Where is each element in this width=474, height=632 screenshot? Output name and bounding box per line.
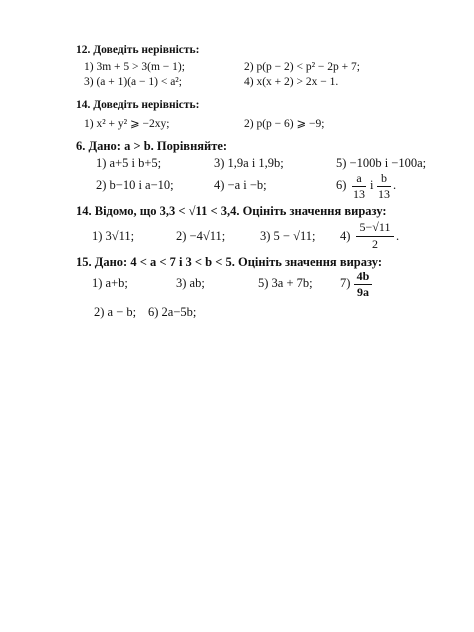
fraction-numerator: b [381,171,387,185]
task-6-item-5: 5) −100b і −100a; [336,156,427,170]
task-title: Доведіть нерівність: [93,44,200,56]
task-number: 14. [76,204,92,218]
task-6-item-1: 1) a+5 і b+5; [96,156,162,170]
task-number: 6. [76,139,86,153]
task-14b-item-4-end: . [396,229,400,243]
task-12-heading [76,44,199,56]
task-14b-item-4-label: 4) [340,229,351,243]
fraction-denominator: 2 [372,237,378,251]
task-6-item-6-and: і [370,178,374,192]
task-12-item-1: 1) 3m + 5 > 3(m − 1); [84,61,185,73]
fraction-numerator: 4b [356,269,370,283]
task-14a-heading [76,99,199,111]
task-15-item-3: 3) ab; [176,276,205,290]
task-6-item-3: 3) 1,9a і 1,9b; [214,156,284,170]
task-6-item-2: 2) b−10 і a−10; [96,178,174,192]
task-15-item-1: 1) a+b; [92,276,128,290]
task-15-item-6: 6) 2a−5b; [148,305,197,319]
task-15-heading [76,255,382,270]
task-14b-item-2: 2) −4√11; [176,229,226,243]
task-title: Дано: 4 < a < 7 і 3 < b < 5. Оцініть значення виразу: [94,255,382,269]
task-12-item-3: 3) (a + 1)(a − 1) < a²; [84,76,182,88]
task-15-item-7-label: 7) [340,276,351,290]
task-12-item-2: 2) p(p − 2) < p² − 2p + 7; [244,61,360,73]
task-6-item-4: 4) −a і −b; [214,178,267,192]
fraction-denominator: 13 [353,187,365,201]
task-14a-item-1: 1) x² + y² ⩾ −2xy; [84,118,170,130]
task-14b-item-1: 1) 3√11; [92,229,135,243]
task-title: Відомо, що 3,3 < √11 < 3,4. Оцініть значення виразу: [94,204,387,218]
task-title: Доведіть нерівність: [93,99,200,111]
fraction-denominator: 13 [378,187,390,201]
task-number: 12. [76,44,91,56]
task-6-item-6-label: 6) [336,178,347,192]
task-number: 15. [76,255,92,269]
task-15-item-2: 2) a − b; [94,305,137,319]
task-14b-item-3: 3) 5 − √11; [260,229,316,243]
fraction-numerator: 5−√11 [359,220,391,234]
fraction-numerator: a [356,171,362,185]
task-12-item-4: 4) x(x + 2) > 2x − 1. [244,76,339,88]
task-14b-heading [76,204,387,219]
task-6-item-6-end: . [393,178,397,192]
task-title: Дано: a > b. Порівняйте: [88,139,228,153]
task-6-heading [76,139,227,154]
fraction-denominator: 9a [357,285,369,299]
task-15-item-5: 5) 3a + 7b; [258,276,313,290]
task-number: 14. [76,99,91,111]
task-14a-item-2: 2) p(p − 6) ⩾ −9; [244,118,325,130]
